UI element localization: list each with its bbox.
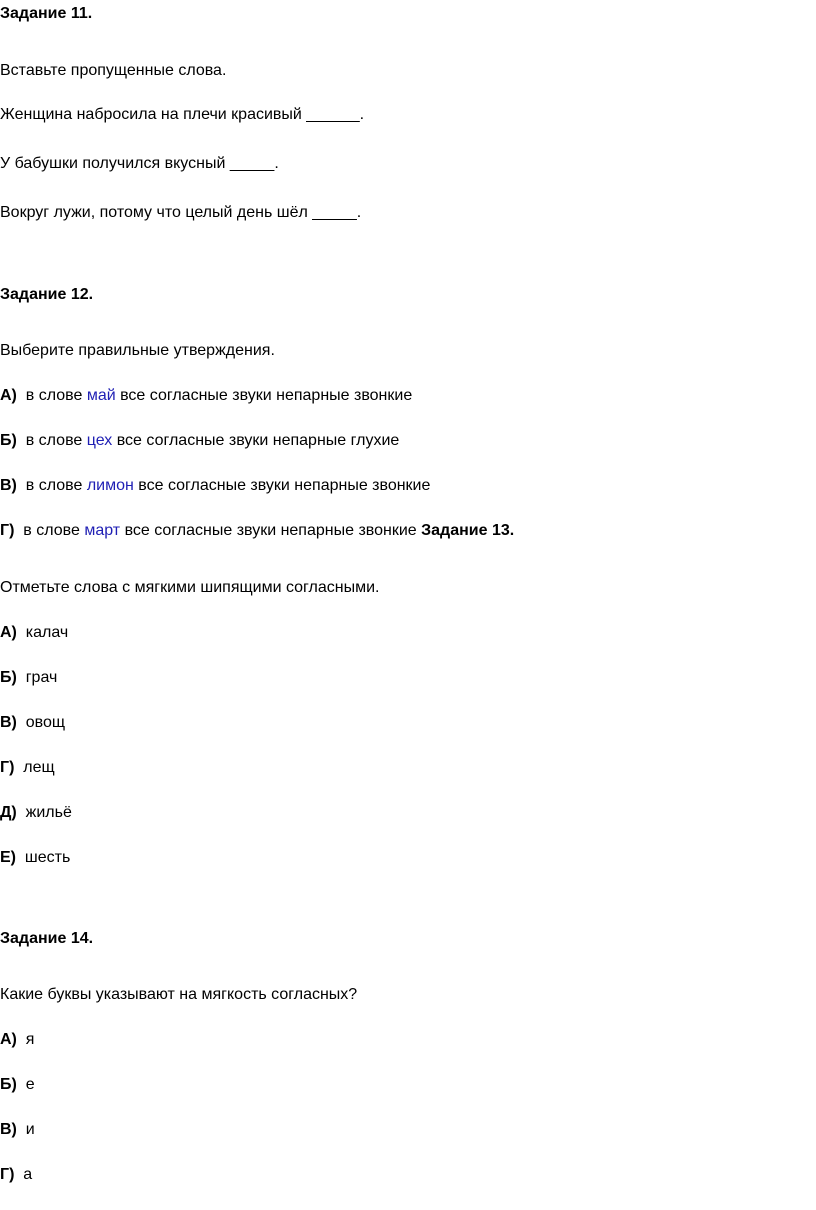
task14-instruction: Какие буквы указывают на мягкость согласных?	[0, 986, 358, 1003]
task12-instruction: Выберите правильные утверждения.	[0, 342, 275, 359]
option-text: жильё	[25, 804, 72, 821]
task13-option-b	[0, 668, 57, 688]
task14-option-b	[0, 1075, 35, 1095]
option-letter: А)	[0, 387, 17, 404]
task11-instruction: Вставьте пропущенные слова.	[0, 62, 227, 79]
option-post: все согласные звуки непарные звонкие	[120, 387, 413, 404]
option-letter: Б)	[0, 669, 17, 686]
option-word: май	[86, 387, 116, 404]
option-post: все согласные звуки непарные глухие	[116, 432, 400, 449]
option-post: все согласные звуки непарные звонкие	[138, 477, 431, 494]
task12-option-d	[0, 521, 514, 541]
task14-option-a	[0, 1030, 34, 1050]
option-letter: А)	[0, 1031, 17, 1048]
task11-title: Задание 11.	[0, 5, 93, 22]
option-letter: Д)	[0, 804, 17, 821]
task14-title: Задание 14.	[0, 930, 94, 947]
task12-option-a	[0, 386, 412, 406]
task13-option-d	[0, 758, 55, 778]
task13-option-f	[0, 848, 70, 868]
option-text: овощ	[25, 714, 66, 731]
option-letter: Б)	[0, 432, 17, 449]
option-word: март	[84, 522, 121, 539]
option-text: калач	[25, 624, 69, 641]
task12-option-b	[0, 431, 399, 451]
option-letter: В)	[0, 1121, 17, 1138]
option-word: цех	[86, 432, 113, 449]
task11-sentence-2: У бабушки получился вкусный _____.	[0, 155, 279, 172]
option-text: шесть	[24, 849, 71, 866]
option-text: лещ	[23, 759, 55, 776]
option-letter: Г)	[0, 522, 15, 539]
option-letter: А)	[0, 624, 17, 641]
option-letter: Б)	[0, 1076, 17, 1093]
task12-option-c	[0, 476, 430, 496]
option-letter: В)	[0, 477, 17, 494]
task12-title: Задание 12.	[0, 286, 94, 303]
option-text: и	[25, 1121, 35, 1138]
option-letter: В)	[0, 714, 17, 731]
option-text: я	[25, 1031, 35, 1048]
task11-sentence-1: Женщина набросила на плечи красивый ______.	[0, 106, 365, 123]
task14-option-c	[0, 1120, 35, 1140]
option-pre: в слове	[25, 432, 83, 449]
task13-option-e	[0, 803, 72, 823]
task14-option-d	[0, 1165, 32, 1185]
option-word: лимон	[86, 477, 134, 494]
option-text: грач	[25, 669, 58, 686]
task13-title: Задание 13.	[421, 522, 515, 539]
option-pre: в слове	[25, 477, 83, 494]
option-letter: Г)	[0, 759, 15, 776]
task13-instruction: Отметьте слова с мягкими шипящими согласными.	[0, 579, 380, 596]
task13-option-c	[0, 713, 65, 733]
option-pre: в слове	[23, 522, 80, 539]
task11-sentence-3: Вокруг лужи, потому что целый день шёл _____.	[0, 204, 362, 221]
option-text: а	[23, 1166, 33, 1183]
option-text: е	[25, 1076, 35, 1093]
option-letter: Е)	[0, 849, 16, 866]
option-pre: в слове	[25, 387, 83, 404]
task13-option-a	[0, 623, 68, 643]
option-letter: Г)	[0, 1166, 15, 1183]
option-post: все согласные звуки непарные звонкие	[124, 522, 417, 539]
